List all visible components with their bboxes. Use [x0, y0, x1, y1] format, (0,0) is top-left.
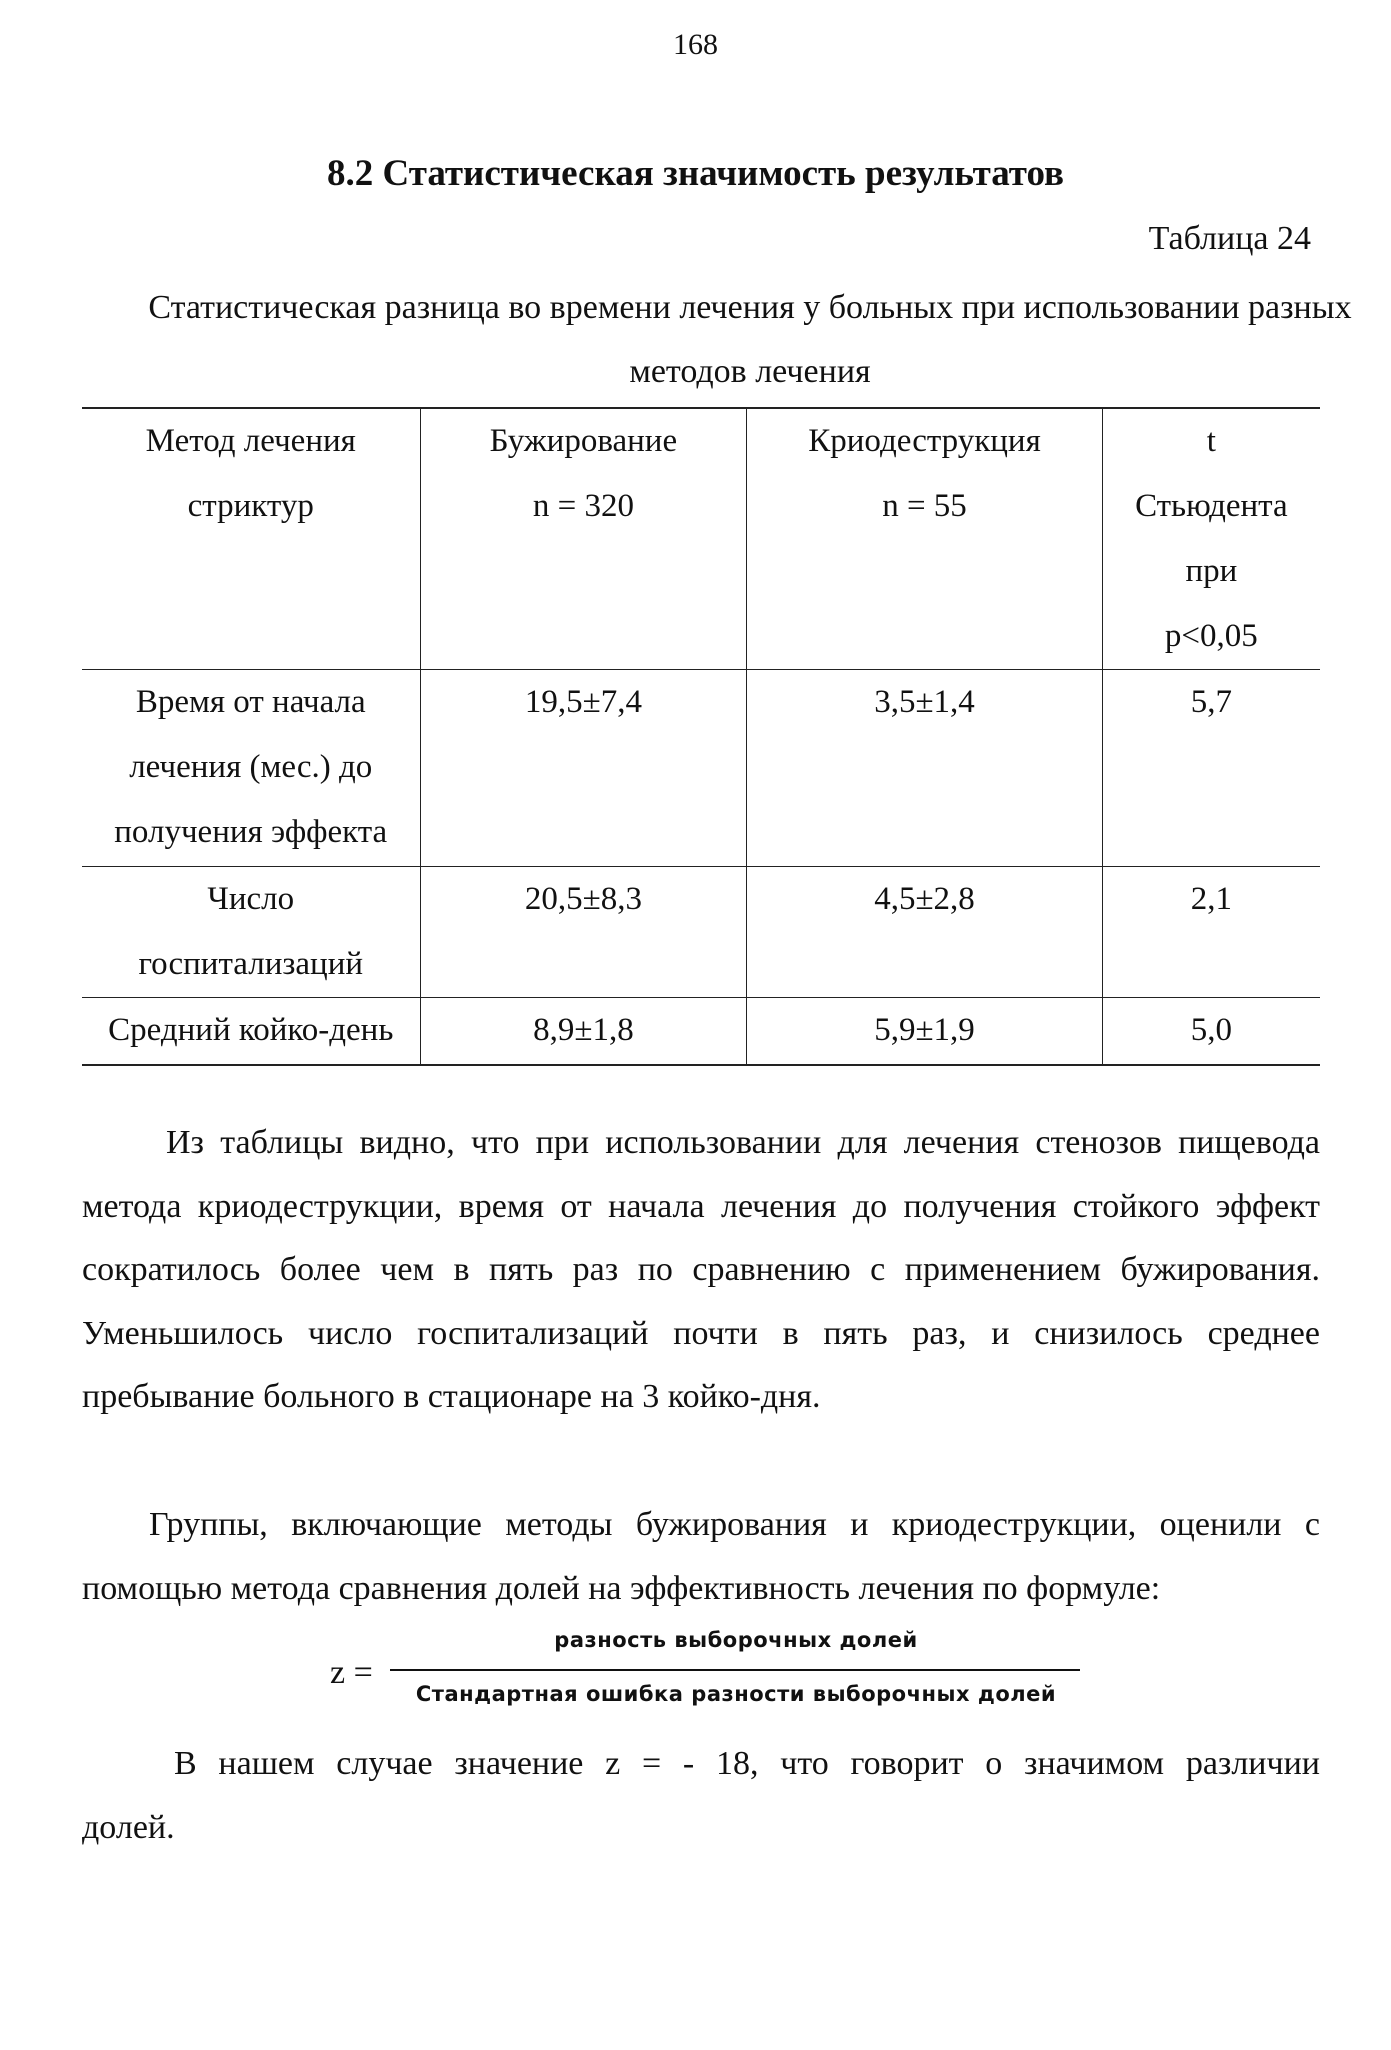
- formula-denominator: Стандартная ошибка разности выборочных долей: [415, 1682, 1057, 1706]
- paragraph-method-description: Группы, включающие методы бужирования и криодеструкции, оценили с помощью метода сравнения долей на эффективность лечения по формуле:: [82, 1506, 1320, 1607]
- header-bougie-line: Бужирование: [489, 423, 678, 459]
- paragraph-z-result: [82, 1732, 1320, 1860]
- cryo-value: 4,5±2,8: [747, 867, 1102, 998]
- header-method: [82, 408, 420, 670]
- z-formula: [330, 1628, 1090, 1724]
- table-row-bed-day: [82, 998, 1320, 1066]
- row-label: [82, 998, 420, 1066]
- header-bougie-line: n = 320: [532, 488, 634, 524]
- header-method-line: стриктур: [187, 488, 314, 524]
- header-method-line: Метод лечения: [145, 423, 356, 459]
- row-label-line: Время от начала: [135, 684, 366, 720]
- row-label-line: лечения (мес.) до: [129, 749, 373, 785]
- fraction-bar: [390, 1669, 1080, 1671]
- header-student-line: t: [1206, 423, 1216, 459]
- t-value: 2,1: [1102, 867, 1320, 998]
- cryo-value: 3,5±1,4: [747, 670, 1102, 867]
- paragraph-table-conclusion: Из таблицы видно, что при использовании для лечения стенозов пищевода метода криодеструкции, время от начала лечения до получения стойкого эффект сократилось более чем в пять раз по сравнению с применением бужирования. Уменьшилось число госпитализаций почти в пять раз, и снизилось среднее пребывание больного в стационаре на 3 койко-дня.: [82, 1124, 1320, 1415]
- statistics-table: [82, 407, 1320, 1066]
- page-number: 168: [673, 28, 718, 61]
- t-value: 5,7: [1102, 670, 1320, 867]
- bougie-value: 20,5±8,3: [420, 867, 747, 998]
- header-cryo-line: Криодеструкция: [808, 423, 1041, 459]
- table-caption: Статистическая разница во времени лечения у больных при использовании разных методов лечения: [148, 289, 1352, 390]
- bougie-value: 19,5±7,4: [420, 670, 747, 867]
- row-label-line: Средний койко-день: [108, 1012, 394, 1048]
- bougie-value: 8,9±1,8: [420, 998, 747, 1066]
- row-label-line: Число: [207, 881, 295, 917]
- row-label: [82, 867, 420, 998]
- t-value: 5,0: [1102, 998, 1320, 1066]
- header-student-line: p<0,05: [1164, 618, 1258, 654]
- table-row-time-to-effect: [82, 670, 1320, 867]
- header-cryo-line: n = 55: [882, 488, 967, 524]
- header-cryo: [747, 408, 1102, 670]
- row-label-line: получения эффекта: [114, 814, 388, 850]
- table-label: Таблица 24: [1148, 220, 1311, 257]
- table-row-hospitalizations: [82, 867, 1320, 998]
- paragraph-z-result-line2: долей.: [82, 1809, 175, 1846]
- formula-lhs: z =: [330, 1654, 373, 1691]
- formula-numerator: разность выборочных долей: [554, 1628, 918, 1652]
- cryo-value: 5,9±1,9: [747, 998, 1102, 1066]
- row-label-line: госпитализаций: [138, 946, 364, 982]
- header-student-line: Стьюдента: [1135, 488, 1288, 524]
- header-student-t: [1102, 408, 1320, 670]
- header-bougie: [420, 408, 747, 670]
- row-label: [82, 670, 420, 867]
- header-student-line: при: [1185, 553, 1238, 589]
- table-header-row: [82, 408, 1320, 670]
- section-title: 8.2 Статистическая значимость результатов: [326, 153, 1065, 194]
- paragraph-z-result-line1: В нашем случае значение z = - 18, что говорит о значимом различии: [174, 1745, 1320, 1782]
